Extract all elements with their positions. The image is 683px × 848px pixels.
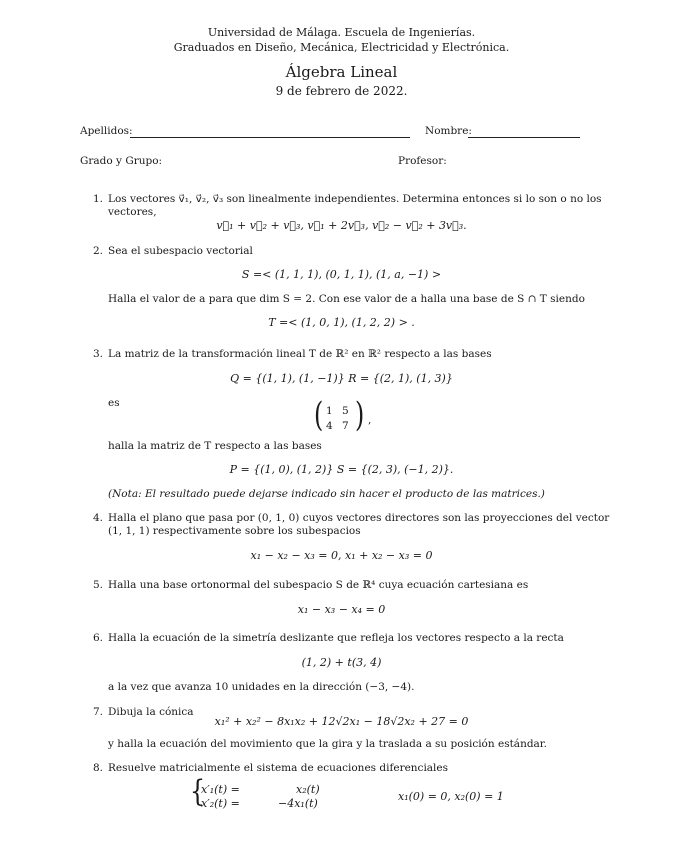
problem-1-vectors: v⃗₁ + v⃗₂ + v⃗₃, v⃗₁ + 2v⃗₃, v⃗₂ − v⃗₂ + 3v⃗₃. (216, 219, 467, 232)
name-line[interactable] (468, 137, 580, 138)
system-row-2-right: −4x₁(t) (278, 797, 318, 810)
teacher-label: Profesor: (398, 155, 447, 167)
problem-5-number: 5. (93, 579, 104, 591)
problem-1-number: 1. (93, 193, 104, 205)
problem-2-subspace-s: S =< (1, 1, 1), (0, 1, 1), (1, a, −1) > (241, 268, 442, 281)
system-row-1-left: x′₁(t) = (201, 783, 240, 796)
problem-4-text: Halla el plano que pasa por (0, 1, 0) cuyos vectores directores son las proyecciones del vector (108, 512, 610, 524)
problem-2-text: Sea el subespacio vectorial (108, 245, 253, 257)
problem-3-text: La matriz de la transformación lineal T de ℝ² en ℝ² respecto a las bases (108, 348, 492, 360)
left-paren-icon: ( (313, 395, 324, 435)
problem-4-text-2: (1, 1, 1) respectivamente sobre los subespacios (108, 525, 361, 537)
problem-3-bases-qr: Q = {(1, 1), (1, −1)} R = {(2, 1), (1, 3)} (230, 372, 453, 385)
surname-label: Apellidos: (80, 125, 133, 137)
matrix-cell: 5 (342, 405, 349, 417)
system-row-2-left: x′₂(t) = (201, 797, 240, 810)
problem-7-text-2: y halla la ecuación del movimiento que la gira y la traslada a su posición estándar. (108, 738, 548, 750)
left-brace-icon: { (189, 774, 206, 809)
system-row-1-right: x₂(t) (296, 783, 320, 796)
problem-8-number: 8. (93, 762, 104, 774)
university-line: Universidad de Málaga. Escuela de Ingenierías. (207, 26, 476, 39)
problem-8-text: Resuelve matricialmente el sistema de ecuaciones diferenciales (108, 762, 449, 774)
problem-2-number: 2. (93, 245, 104, 257)
problem-3-matrix (313, 395, 374, 436)
problem-8-system (188, 774, 368, 814)
matrix-cell: 7 (342, 420, 349, 432)
group-label: Grado y Grupo: (80, 155, 163, 167)
right-paren-icon: ) (354, 395, 365, 435)
degrees-line: Graduados en Diseño, Mecánica, Electricidad y Electrónica. (173, 41, 510, 54)
problem-4-number: 4. (93, 512, 104, 524)
problem-3-number: 3. (93, 348, 104, 360)
problem-8-initial-conditions: x₁(0) = 0, x₂(0) = 1 (398, 790, 504, 803)
course-title: Álgebra Lineal (285, 63, 398, 81)
problem-7-number: 7. (93, 706, 104, 718)
matrix-cell: 1 (326, 405, 333, 417)
problem-5-text: Halla una base ortonormal del subespacio S de ℝ⁴ cuya ecuación cartesiana es (108, 579, 529, 591)
surname-line[interactable] (130, 137, 410, 138)
problem-6-line: (1, 2) + t(3, 4) (301, 656, 382, 669)
exam-date: 9 de febrero de 2022. (275, 84, 408, 98)
matrix-cell: 4 (326, 420, 333, 432)
problem-6-text-2: a la vez que avanza 10 unidades en la dirección (−3, −4). (108, 681, 415, 693)
problem-6-number: 6. (93, 632, 104, 644)
problem-1-text-2: vectores, (108, 206, 157, 218)
problem-7-text: Dibuja la cónica (108, 706, 194, 718)
problem-3-text-2: es (108, 397, 120, 409)
problem-3-bases-ps: P = {(1, 0), (1, 2)} S = {(2, 3), (−1, 2)}. (229, 463, 454, 476)
problem-3-note: (Nota: El resultado puede dejarse indicado sin hacer el producto de las matrices.) (108, 488, 545, 500)
problem-6-text: Halla la ecuación de la simetría deslizante que refleja los vectores respecto a la recta (108, 632, 564, 644)
problem-3-text-3: halla la matriz de T respecto a las bases (108, 440, 322, 452)
problem-7-conic: x₁² + x₂² − 8x₁x₂ + 12√2x₁ − 18√2x₂ + 27 = 0 (214, 715, 469, 728)
matrix-comma: , (368, 414, 372, 426)
problem-2-text-2: Halla el valor de a para que dim S = 2. Con ese valor de a halla una base de S ∩ T siendo (108, 293, 585, 305)
name-label: Nombre: (425, 125, 472, 137)
problem-1-text: Los vectores v⃗₁, v⃗₂, v⃗₃ son linealmente independientes. Determina entonces si lo son o no los (108, 193, 602, 205)
problem-4-subspaces: x₁ − x₂ − x₃ = 0, x₁ + x₂ − x₃ = 0 (250, 549, 433, 562)
problem-2-subspace-t: T =< (1, 0, 1), (1, 2, 2) > . (268, 316, 415, 329)
problem-5-equation: x₁ − x₃ − x₄ = 0 (297, 603, 386, 616)
